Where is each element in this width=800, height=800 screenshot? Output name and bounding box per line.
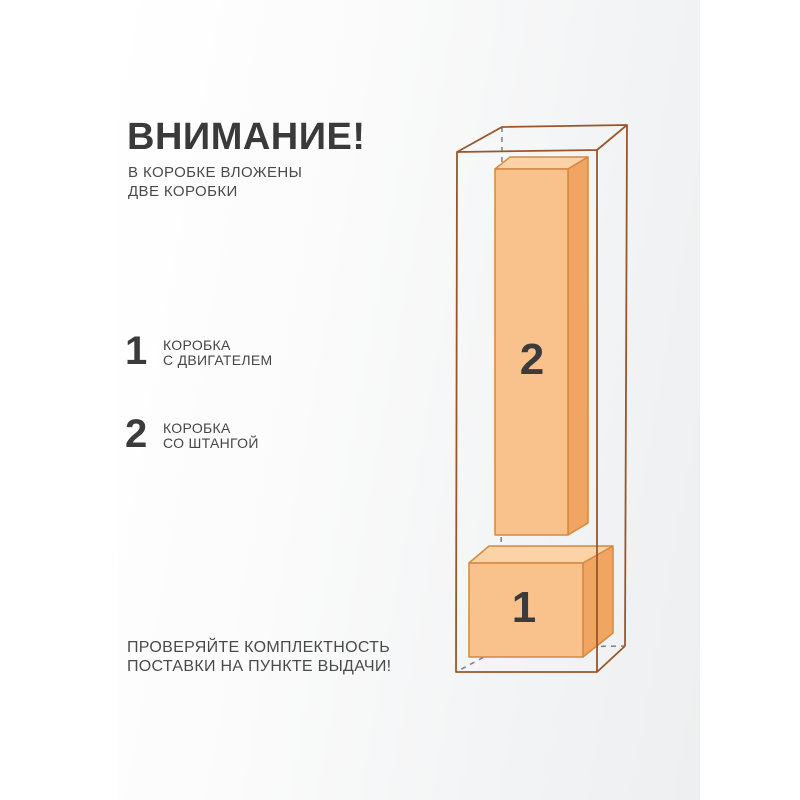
legend-item-1-label-line-1: КОРОБКА [163, 337, 231, 353]
legend-item-2-label-line-2: СО ШТАНГОЙ [163, 435, 259, 451]
box-2-number-label: 2 [519, 335, 545, 384]
legend-item-2-number: 2 [125, 412, 148, 456]
footer-line-2: ПОСТАВКИ НА ПУНКТЕ ВЫДАЧИ! [127, 657, 392, 675]
footer-line-1: ПРОВЕРЯЙТЕ КОМПЛЕКТНОСТЬ [127, 639, 391, 656]
box-2-side-face [568, 157, 588, 535]
box-1-number-label: 1 [511, 583, 537, 632]
box-1-motor-box [469, 546, 613, 657]
page-title: ВНИМАНИЕ! [127, 116, 366, 158]
legend-item-1-number: 1 [125, 329, 148, 373]
legend-item-2-label-line-1: КОРОБКА [163, 420, 231, 436]
legend-item-1-label-line-2: С ДВИГАТЕЛЕМ [163, 352, 273, 368]
subtitle-line-2: ДВЕ КОРОБКИ [128, 182, 238, 200]
box-1-side-face [583, 546, 613, 657]
subtitle-line-1: В КОРОБКЕ ВЛОЖЕНЫ [128, 164, 303, 181]
